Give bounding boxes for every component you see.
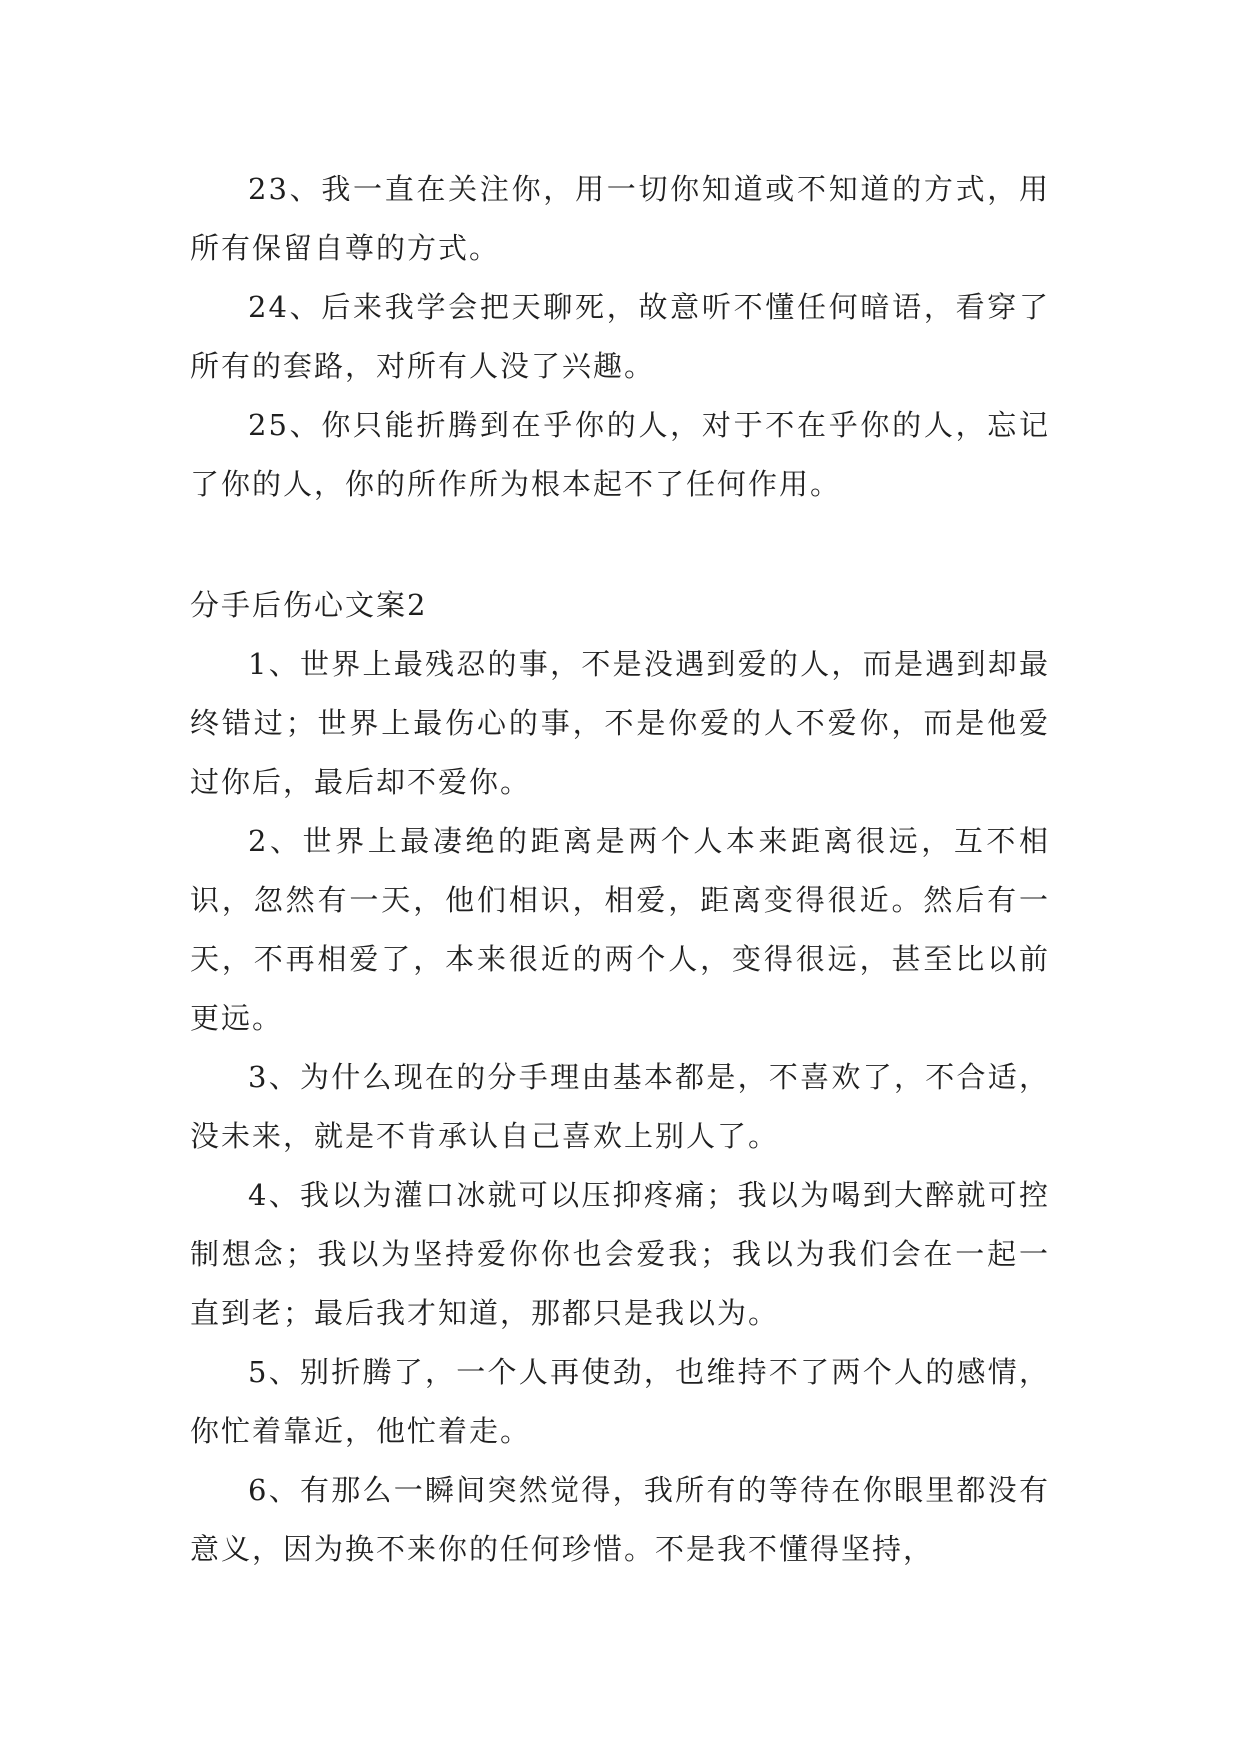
section-heading: 分手后伤心文案2 <box>190 588 428 622</box>
paragraph-5: 5、别折腾了，一个人再使劲，也维持不了两个人的感情，你忙着靠近，他忙着走。 <box>190 1355 1050 1448</box>
paragraph-4: 4、我以为灌口冰就可以压抑疼痛；我以为喝到大醉就可控制想念；我以为坚持爱你你也会爱我；我以为我们会在一起一直到老；最后我才知道，那都只是我以为。 <box>190 1178 1050 1330</box>
paragraph-23: 23、我一直在关注你，用一切你知道或不知道的方式，用所有保留自尊的方式。 <box>190 172 1050 265</box>
paragraph-3: 3、为什么现在的分手理由基本都是，不喜欢了，不合适，没未来，就是不肯承认自己喜欢上别人了。 <box>190 1060 1050 1153</box>
paragraph-2: 2、世界上最凄绝的距离是两个人本来距离很远，互不相识，忽然有一天，他们相识，相爱，距离变得很近。然后有一天，不再相爱了，本来很近的两个人，变得很远，甚至比以前更远。 <box>190 824 1050 1035</box>
paragraph-1: 1、世界上最残忍的事，不是没遇到爱的人，而是遇到却最终错过；世界上最伤心的事，不是你爱的人不爱你，而是他爱过你后，最后却不爱你。 <box>190 647 1050 799</box>
paragraph-25: 25、你只能折腾到在乎你的人，对于不在乎你的人，忘记了你的人，你的所作所为根本起不了任何作用。 <box>190 408 1050 501</box>
paragraph-6: 6、有那么一瞬间突然觉得，我所有的等待在你眼里都没有意义，因为换不来你的任何珍惜。不是我不懂得坚持， <box>190 1473 1050 1566</box>
document-page <box>190 160 1050 1579</box>
paragraph-24: 24、后来我学会把天聊死，故意听不懂任何暗语，看穿了所有的套路，对所有人没了兴趣。 <box>190 290 1050 383</box>
